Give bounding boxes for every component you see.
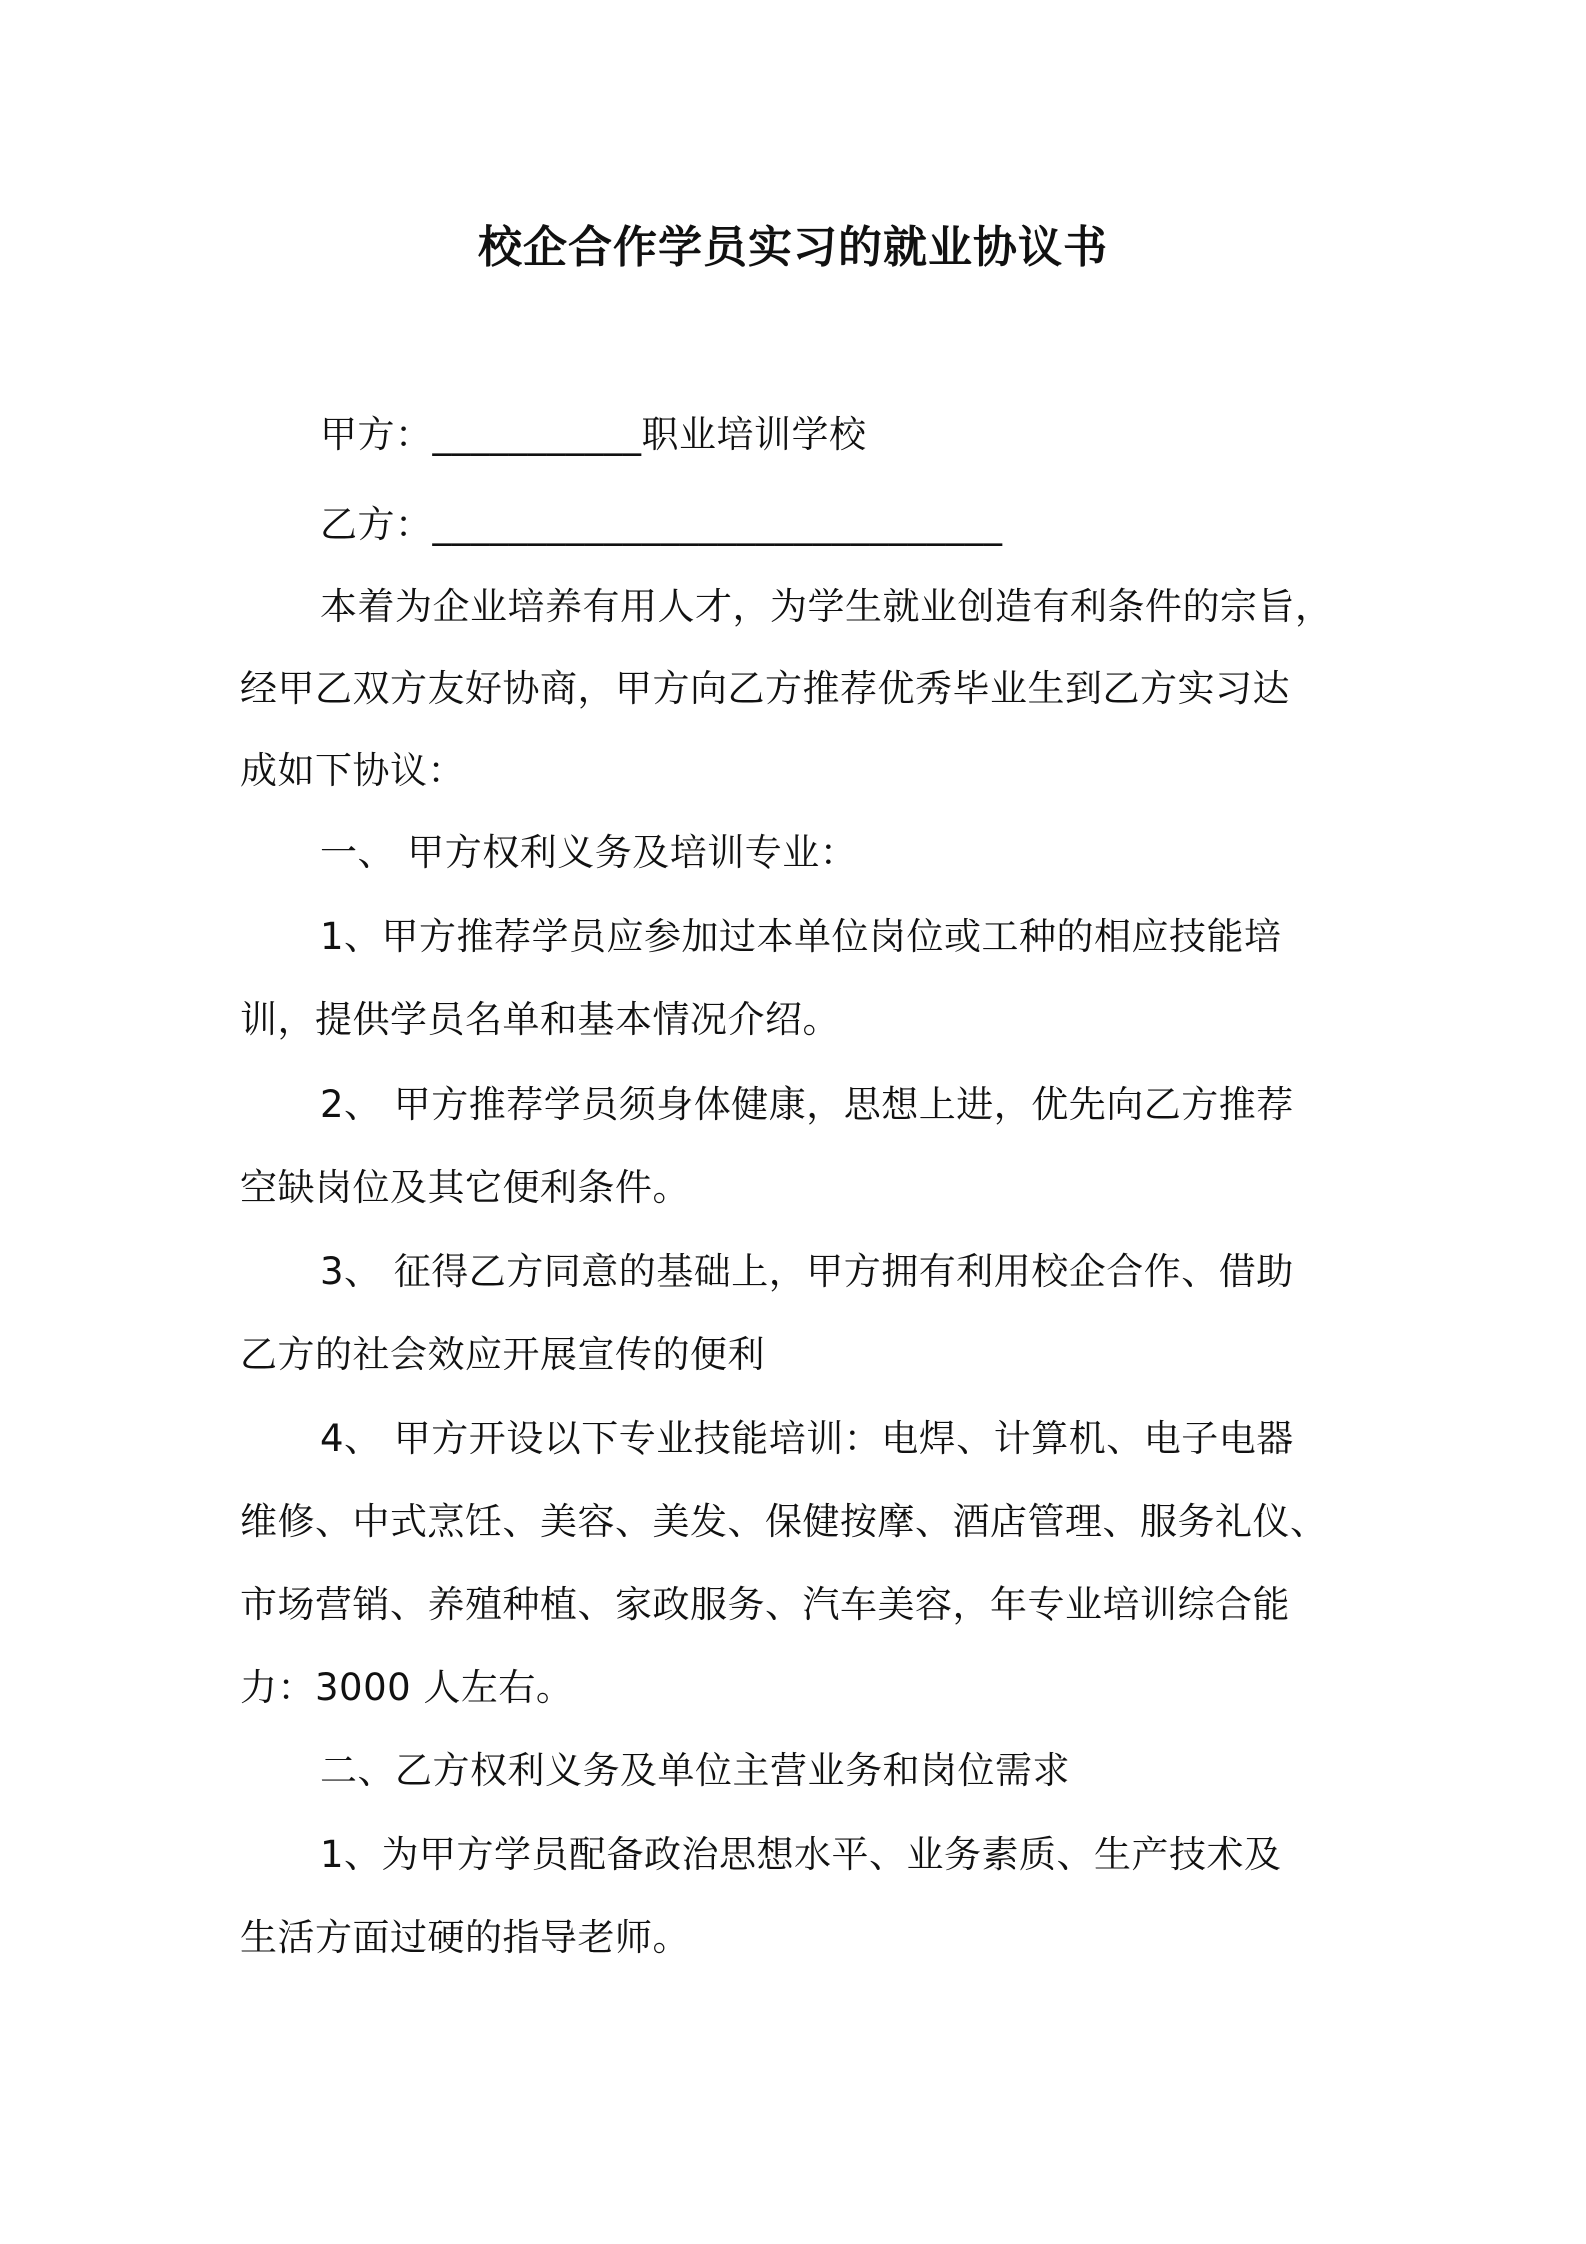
section-heading-1: 一、 甲方权利义务及培训专业： — [320, 831, 858, 874]
clause-4-line: 4、 甲方开设以下专业技能培训：电焊、计算机、电子电器 — [320, 1417, 1294, 1460]
clause-2-line: 空缺岗位及其它便利条件。 — [240, 1166, 690, 1209]
clause-2-line: 2、 甲方推荐学员须身体健康，思想上进，优先向乙方推荐 — [320, 1083, 1294, 1126]
section-2-clause-1-line: 生活方面过硬的指导老师。 — [240, 1916, 690, 1959]
party-a-line: 甲方：___________职业培训学校 — [320, 413, 867, 456]
clause-1-line: 训，提供学员名单和基本情况介绍。 — [240, 998, 840, 1041]
clause-4-line: 力：3000 人左右。 — [240, 1666, 574, 1709]
section-2-clause-1-line: 1、为甲方学员配备政治思想水平、业务素质、生产技术及 — [320, 1833, 1282, 1876]
paragraph-line: 经甲乙双方友好协商，甲方向乙方推荐优秀毕业生到乙方实习达 — [240, 667, 1290, 710]
party-b-line: 乙方：______________________________ — [320, 503, 1003, 546]
clause-4-line: 维修、中式烹饪、美容、美发、保健按摩、酒店管理、服务礼仪、 — [240, 1500, 1328, 1543]
clause-3-line: 3、 征得乙方同意的基础上，甲方拥有利用校企合作、借助 — [320, 1250, 1294, 1293]
clause-3-line: 乙方的社会效应开展宣传的便利 — [240, 1333, 765, 1376]
section-heading-2: 二、乙方权利义务及单位主营业务和岗位需求 — [320, 1749, 1070, 1792]
paragraph-line: 本着为企业培养有用人才，为学生就业创造有利条件的宗旨， — [320, 585, 1333, 628]
document-title: 校企合作学员实习的就业协议书 — [478, 222, 1108, 273]
clause-4-line: 市场营销、养殖种植、家政服务、汽车美容，年专业培训综合能 — [240, 1583, 1290, 1626]
clause-1-line: 1、甲方推荐学员应参加过本单位岗位或工种的相应技能培 — [320, 915, 1282, 958]
paragraph-line: 成如下协议： — [240, 749, 465, 792]
